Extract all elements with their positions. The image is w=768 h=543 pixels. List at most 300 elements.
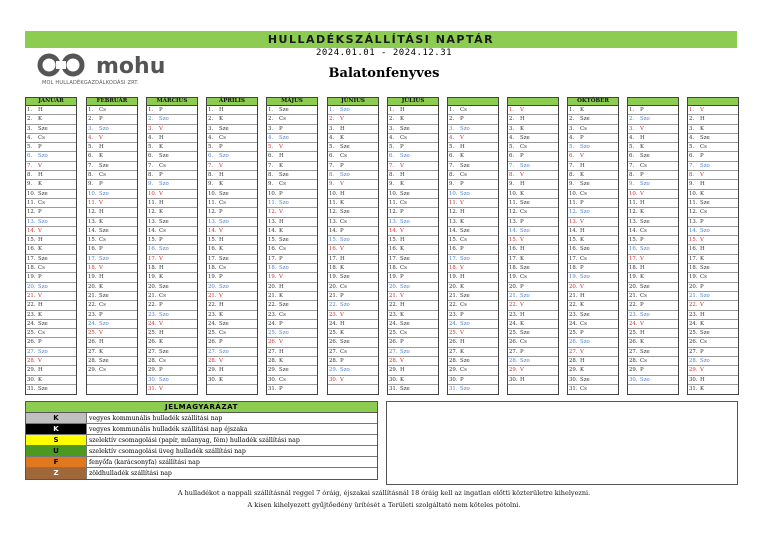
day-row <box>147 143 197 152</box>
day-row <box>267 338 317 347</box>
day-row <box>568 338 618 347</box>
day-number: 5. <box>509 144 515 151</box>
weekday-label: V <box>340 311 344 318</box>
month-days <box>567 106 619 395</box>
day-number: 28. <box>509 358 518 365</box>
weekday-label: Sze <box>38 125 48 132</box>
day-row <box>207 190 257 199</box>
day-row <box>207 376 257 385</box>
day-row <box>147 292 197 301</box>
day-number: 17. <box>629 255 638 262</box>
month-name: JANUÁR <box>25 97 77 106</box>
day-row <box>448 245 498 254</box>
weekday-label: V <box>159 385 163 392</box>
day-number: 27. <box>329 348 338 355</box>
day-row <box>448 162 498 171</box>
month-name: JÚNIUS <box>327 97 379 106</box>
day-row <box>628 273 678 282</box>
day-row <box>207 180 257 189</box>
weekday-label: H <box>700 116 705 123</box>
weekday-label: Cs <box>460 237 467 244</box>
day-number: 24. <box>148 320 157 327</box>
month-name <box>627 97 679 106</box>
weekday-label: P <box>580 134 584 141</box>
weekday-label: P <box>580 265 584 272</box>
weekday-label: Szo <box>159 246 169 253</box>
day-number: 3. <box>88 125 94 132</box>
day-number: 12. <box>27 209 36 216</box>
day-row <box>688 376 738 385</box>
day-number: 6. <box>329 153 335 160</box>
day-row <box>448 125 498 134</box>
weekday-label: H <box>400 237 405 244</box>
day-row <box>568 348 618 357</box>
day-number: 8. <box>569 172 575 179</box>
month-days <box>447 106 499 395</box>
weekday-label: Cs <box>580 125 587 132</box>
day-number: 16. <box>629 246 638 253</box>
weekday-label: Sze <box>640 218 650 225</box>
day-number: 5. <box>389 144 395 151</box>
day-row <box>147 162 197 171</box>
weekday-label: Sze <box>279 237 289 244</box>
day-row <box>328 162 378 171</box>
day-number: 25. <box>329 330 338 337</box>
day-number: 11. <box>268 199 277 206</box>
day-row <box>628 245 678 254</box>
day-row <box>568 366 618 375</box>
day-number: 9. <box>569 181 575 188</box>
logo-wordmark: mohu <box>96 54 166 79</box>
day-number: 30. <box>629 376 638 383</box>
day-row <box>267 283 317 292</box>
weekday-label: Szo <box>580 339 590 346</box>
weekday-label: P <box>38 274 42 281</box>
day-row <box>448 190 498 199</box>
weekday-label: V <box>99 330 103 337</box>
day-number: 13. <box>148 218 157 225</box>
day-number: 23. <box>449 311 458 318</box>
day-row <box>328 273 378 282</box>
weekday-label: V <box>38 162 42 169</box>
day-row <box>568 227 618 236</box>
day-row <box>508 162 558 171</box>
day-number: 18. <box>268 265 277 272</box>
day-number: 18. <box>509 265 518 272</box>
day-number: 13. <box>389 218 398 225</box>
day-row <box>267 208 317 217</box>
weekday-label: Szo <box>700 227 710 234</box>
day-row <box>87 115 137 124</box>
footer-line-1: A hulladékot a nappali szállításnál reggel 7 óráig, éjszakai szállításnál 18 óráig kell az ingatlan előtti közterületre kihelyezni. <box>177 489 591 497</box>
month-days <box>327 106 379 395</box>
day-number: 10. <box>689 190 698 197</box>
weekday-label: K <box>400 376 405 383</box>
day-row <box>688 199 738 208</box>
weekday-label: Sze <box>38 255 48 262</box>
weekday-label: P <box>279 190 283 197</box>
weekday-label: Cs <box>640 358 647 365</box>
day-row <box>448 199 498 208</box>
day-number: 27. <box>569 348 578 355</box>
day-row <box>147 348 197 357</box>
day-number: 18. <box>689 265 698 272</box>
weekday-label: V <box>340 376 344 383</box>
day-number: 3. <box>389 125 395 132</box>
day-row <box>688 348 738 357</box>
weekday-label: Szo <box>400 153 410 160</box>
day-row <box>688 273 738 282</box>
weekday-label: K <box>99 153 104 160</box>
day-number: 28. <box>689 358 698 365</box>
day-row <box>328 218 378 227</box>
day-number: 14. <box>88 227 97 234</box>
day-number: 17. <box>569 255 578 262</box>
day-number: 23. <box>88 311 97 318</box>
weekday-label: Sze <box>219 255 229 262</box>
weekday-label: H <box>460 209 465 216</box>
day-row <box>688 245 738 254</box>
weekday-label: V <box>520 107 524 113</box>
day-number: 26. <box>27 339 36 346</box>
day-number: 7. <box>27 162 33 169</box>
day-number: 9. <box>629 181 635 188</box>
day-number: 14. <box>268 227 277 234</box>
day-number: 30. <box>689 376 698 383</box>
day-row <box>388 162 438 171</box>
day-row <box>147 115 197 124</box>
day-number: 30. <box>389 376 398 383</box>
day-row <box>508 357 558 366</box>
day-row <box>207 134 257 143</box>
weekday-label: P <box>700 218 704 225</box>
day-row <box>328 292 378 301</box>
weekday-label: K <box>520 190 525 197</box>
weekday-label: Cs <box>159 227 166 234</box>
day-number: 2. <box>569 116 575 123</box>
day-row <box>448 283 498 292</box>
weekday-label: K <box>400 181 405 188</box>
day-number: 19. <box>389 274 398 281</box>
weekday-label: K <box>640 274 645 281</box>
day-row <box>568 218 618 227</box>
day-number: 31. <box>268 385 277 392</box>
day-row <box>328 115 378 124</box>
day-number: 31. <box>148 385 157 392</box>
day-row <box>267 320 317 329</box>
day-row <box>26 273 76 282</box>
weekday-label: V <box>99 265 103 272</box>
day-row <box>328 106 378 115</box>
weekday-label: K <box>640 339 645 346</box>
weekday-label: Cs <box>700 339 707 346</box>
weekday-label: V <box>460 199 464 206</box>
weekday-label: V <box>38 292 42 299</box>
day-number: 17. <box>208 255 217 262</box>
day-number: 17. <box>329 255 338 262</box>
day-number: 23. <box>329 311 338 318</box>
day-number: 15. <box>329 237 338 244</box>
day-number: 10. <box>389 190 398 197</box>
day-number: 2. <box>148 116 154 123</box>
weekday-label: H <box>700 181 705 188</box>
weekday-label: Sze <box>400 320 410 327</box>
day-row <box>568 320 618 329</box>
weekday-label: V <box>279 144 283 151</box>
day-row <box>147 376 197 385</box>
day-number: 6. <box>509 153 515 160</box>
day-row <box>267 143 317 152</box>
day-row <box>267 190 317 199</box>
day-row <box>207 245 257 254</box>
day-row <box>688 357 738 366</box>
day-number: 15. <box>27 237 36 244</box>
day-row <box>207 143 257 152</box>
day-number: 15. <box>629 237 638 244</box>
month-column <box>687 97 739 395</box>
day-row <box>388 227 438 236</box>
day-number: 26. <box>268 339 277 346</box>
day-row <box>688 255 738 264</box>
weekday-label: P <box>400 144 404 151</box>
day-row <box>688 106 738 115</box>
day-row <box>207 329 257 338</box>
day-row <box>568 236 618 245</box>
weekday-label: Sze <box>99 227 109 234</box>
weekday-label: Cs <box>340 348 347 355</box>
day-number: 23. <box>569 311 578 318</box>
day-row <box>87 376 137 385</box>
weekday-label: Szo <box>520 162 530 169</box>
day-number: 26. <box>509 339 518 346</box>
day-number: 27. <box>268 348 277 355</box>
weekday-label: Szo <box>580 209 590 216</box>
weekday-label: Sze <box>700 199 710 206</box>
day-number: 29. <box>689 367 698 374</box>
day-row <box>87 273 137 282</box>
day-number: 4. <box>569 134 575 141</box>
day-number: 10. <box>509 190 518 197</box>
day-number: 14. <box>27 227 36 234</box>
weekday-label: Cs <box>38 265 45 272</box>
day-number: 5. <box>629 144 635 151</box>
day-row <box>328 190 378 199</box>
weekday-label: Cs <box>99 302 106 309</box>
weekday-label: H <box>219 172 224 179</box>
day-row <box>328 283 378 292</box>
day-row <box>267 115 317 124</box>
day-number: 12. <box>148 209 157 216</box>
day-number: 17. <box>509 255 518 262</box>
month-name: MÁRCIUS <box>146 97 198 106</box>
day-row <box>147 338 197 347</box>
weekday-label: K <box>219 311 224 318</box>
day-number: 1. <box>449 107 455 113</box>
weekday-label: V <box>279 209 283 216</box>
day-number: 12. <box>569 209 578 216</box>
day-number: 9. <box>268 181 274 188</box>
weekday-label: Szo <box>340 367 350 374</box>
day-number: 25. <box>268 330 277 337</box>
day-row <box>628 376 678 385</box>
weekday-label: K <box>38 311 43 318</box>
weekday-label: Szo <box>159 376 169 383</box>
weekday-label: P <box>159 237 163 244</box>
day-row <box>628 106 678 115</box>
day-row <box>147 366 197 375</box>
weekday-label: H <box>99 274 104 281</box>
weekday-label: Cs <box>400 134 407 141</box>
day-row <box>628 143 678 152</box>
day-row <box>688 301 738 310</box>
weekday-label: Cs <box>580 190 587 197</box>
day-number: 22. <box>208 302 217 309</box>
weekday-label: Sze <box>219 125 229 132</box>
day-row <box>568 125 618 134</box>
day-number: 2. <box>88 116 94 123</box>
weekday-label: Szo <box>159 181 169 188</box>
day-row <box>147 236 197 245</box>
weekday-label: Szo <box>38 218 48 225</box>
weekday-label: P <box>340 358 344 365</box>
weekday-label: Cs <box>279 181 286 188</box>
day-number: 19. <box>569 274 578 281</box>
weekday-label: Sze <box>460 162 470 169</box>
day-number: 20. <box>689 283 698 290</box>
day-row <box>26 190 76 199</box>
weekday-label: V <box>700 302 704 309</box>
day-number: 4. <box>689 134 695 141</box>
weekday-label: P <box>640 172 644 179</box>
month-days <box>266 106 318 395</box>
day-row <box>267 162 317 171</box>
day-number: 29. <box>148 367 157 374</box>
weekday-label: Sze <box>580 376 590 383</box>
day-row <box>688 320 738 329</box>
weekday-label: V <box>460 265 464 272</box>
day-row <box>87 348 137 357</box>
day-number: 19. <box>509 274 518 281</box>
day-row <box>628 125 678 134</box>
day-row <box>207 385 257 394</box>
day-number: 5. <box>449 144 455 151</box>
weekday-label: K <box>340 134 345 141</box>
day-number: 29. <box>629 367 638 374</box>
day-row <box>147 273 197 282</box>
day-row <box>508 125 558 134</box>
day-row <box>207 218 257 227</box>
weekday-label: Szo <box>99 125 109 132</box>
day-row <box>508 143 558 152</box>
day-number: 21. <box>569 292 578 299</box>
day-number: 15. <box>88 237 97 244</box>
day-number: 23. <box>509 311 518 318</box>
day-row <box>388 245 438 254</box>
day-number: 16. <box>268 246 277 253</box>
day-number: 29. <box>569 367 578 374</box>
weekday-label: K <box>219 181 224 188</box>
day-row <box>26 218 76 227</box>
day-row <box>87 255 137 264</box>
day-number: 9. <box>509 181 515 188</box>
day-number: 1. <box>148 107 154 113</box>
day-row <box>87 106 137 115</box>
weekday-label: Szo <box>640 116 650 123</box>
weekday-label: Sze <box>520 199 530 206</box>
day-number: 31. <box>689 385 698 392</box>
day-number: 11. <box>27 199 36 206</box>
day-number: 28. <box>449 358 458 365</box>
day-row <box>628 366 678 375</box>
weekday-label: P <box>99 311 103 318</box>
day-number: 1. <box>208 107 214 113</box>
weekday-label: Cs <box>520 209 527 216</box>
day-row <box>568 329 618 338</box>
day-number: 24. <box>449 320 458 327</box>
day-row <box>688 134 738 143</box>
weekday-label: Szo <box>279 330 289 337</box>
day-row <box>628 218 678 227</box>
day-number: 16. <box>329 246 338 253</box>
weekday-label: Sze <box>279 172 289 179</box>
day-row <box>568 152 618 161</box>
weekday-label: H <box>38 237 43 244</box>
day-number: 16. <box>148 246 157 253</box>
day-number: 9. <box>208 181 214 188</box>
weekday-label: H <box>159 134 164 141</box>
weekday-label: K <box>99 218 104 225</box>
day-row <box>87 245 137 254</box>
weekday-label: H <box>460 339 465 346</box>
day-row <box>388 338 438 347</box>
day-row <box>508 208 558 217</box>
day-row <box>87 190 137 199</box>
weekday-label: Cs <box>700 209 707 216</box>
day-row <box>207 283 257 292</box>
weekday-label: V <box>159 255 163 262</box>
day-number: 26. <box>329 339 338 346</box>
day-number: 16. <box>389 246 398 253</box>
day-row <box>508 311 558 320</box>
day-row <box>207 292 257 301</box>
month-name: OKTÓBER <box>567 97 619 106</box>
weekday-label: P <box>460 376 464 383</box>
weekday-label: Sze <box>159 283 169 290</box>
weekday-label: V <box>700 107 704 113</box>
weekday-label: Cs <box>38 330 45 337</box>
day-number: 14. <box>329 227 338 234</box>
weekday-label: K <box>580 237 585 244</box>
day-row <box>328 311 378 320</box>
weekday-label: Sze <box>38 385 48 392</box>
day-number: 10. <box>268 190 277 197</box>
day-row <box>87 162 137 171</box>
day-row <box>448 180 498 189</box>
month-column <box>627 97 679 395</box>
weekday-label: K <box>38 181 43 188</box>
day-number: 5. <box>148 144 154 151</box>
day-number: 8. <box>509 172 515 179</box>
day-number: 10. <box>208 190 217 197</box>
weekday-label: H <box>640 134 645 141</box>
day-row <box>26 180 76 189</box>
weekday-label: V <box>580 218 584 225</box>
day-number: 15. <box>449 237 458 244</box>
day-row <box>388 255 438 264</box>
day-row <box>688 227 738 236</box>
weekday-label: P <box>38 209 42 216</box>
day-row <box>207 311 257 320</box>
